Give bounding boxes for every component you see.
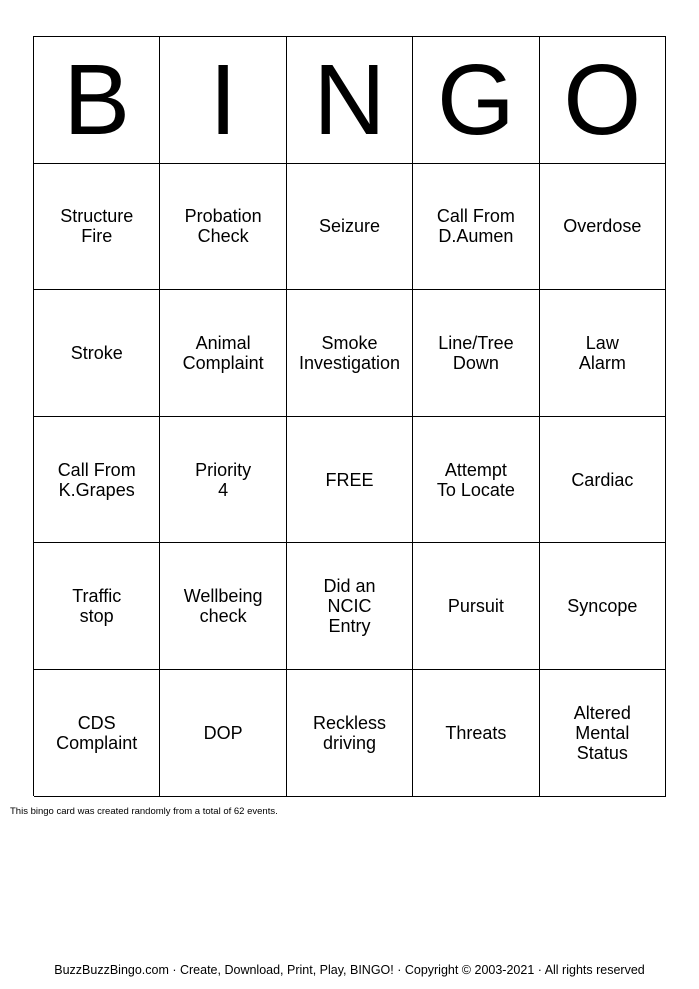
bingo-cell: Seizure: [287, 164, 413, 291]
header-letter-o: O: [540, 37, 666, 164]
bingo-cell: Probation Check: [160, 164, 286, 291]
bingo-cell: Attempt To Locate: [413, 417, 539, 544]
bingo-cell: Stroke: [34, 290, 160, 417]
bingo-cell: Smoke Investigation: [287, 290, 413, 417]
bingo-row-1: [34, 164, 666, 291]
bingo-cell: Structure Fire: [34, 164, 160, 291]
bingo-cell: Wellbeing check: [160, 543, 286, 670]
bingo-cell: DOP: [160, 670, 286, 797]
card-footnote: This bingo card was created randomly from a total of 62 events.: [10, 806, 278, 817]
bingo-cell: Priority 4: [160, 417, 286, 544]
bingo-row-4: [34, 543, 666, 670]
bingo-cell: Call From D.Aumen: [413, 164, 539, 291]
bingo-row-5: [34, 670, 666, 797]
bingo-cell: Pursuit: [413, 543, 539, 670]
bingo-cell: Traffic stop: [34, 543, 160, 670]
bingo-row-2: [34, 290, 666, 417]
header-row: [34, 37, 666, 164]
bingo-cell: Call From K.Grapes: [34, 417, 160, 544]
header-letter-b: B: [34, 37, 160, 164]
bingo-cell: Reckless driving: [287, 670, 413, 797]
bingo-cell: Overdose: [540, 164, 666, 291]
bingo-cell: Altered Mental Status: [540, 670, 666, 797]
bingo-cell: Animal Complaint: [160, 290, 286, 417]
bingo-cell: Did an NCIC Entry: [287, 543, 413, 670]
bingo-row-3: [34, 417, 666, 544]
bingo-cell: CDS Complaint: [34, 670, 160, 797]
bingo-cell: Cardiac: [540, 417, 666, 544]
bingo-cell: Law Alarm: [540, 290, 666, 417]
header-letter-g: G: [413, 37, 539, 164]
free-space-cell: FREE: [287, 417, 413, 544]
page-footer: BuzzBuzzBingo.com · Create, Download, Print, Play, BINGO! · Copyright © 2003-2021 · All rights reserved: [54, 963, 645, 977]
header-letter-n: N: [287, 37, 413, 164]
bingo-card: [33, 36, 666, 796]
bingo-cell: Syncope: [540, 543, 666, 670]
header-letter-i: I: [160, 37, 286, 164]
bingo-cell: Threats: [413, 670, 539, 797]
bingo-cell: Line/Tree Down: [413, 290, 539, 417]
